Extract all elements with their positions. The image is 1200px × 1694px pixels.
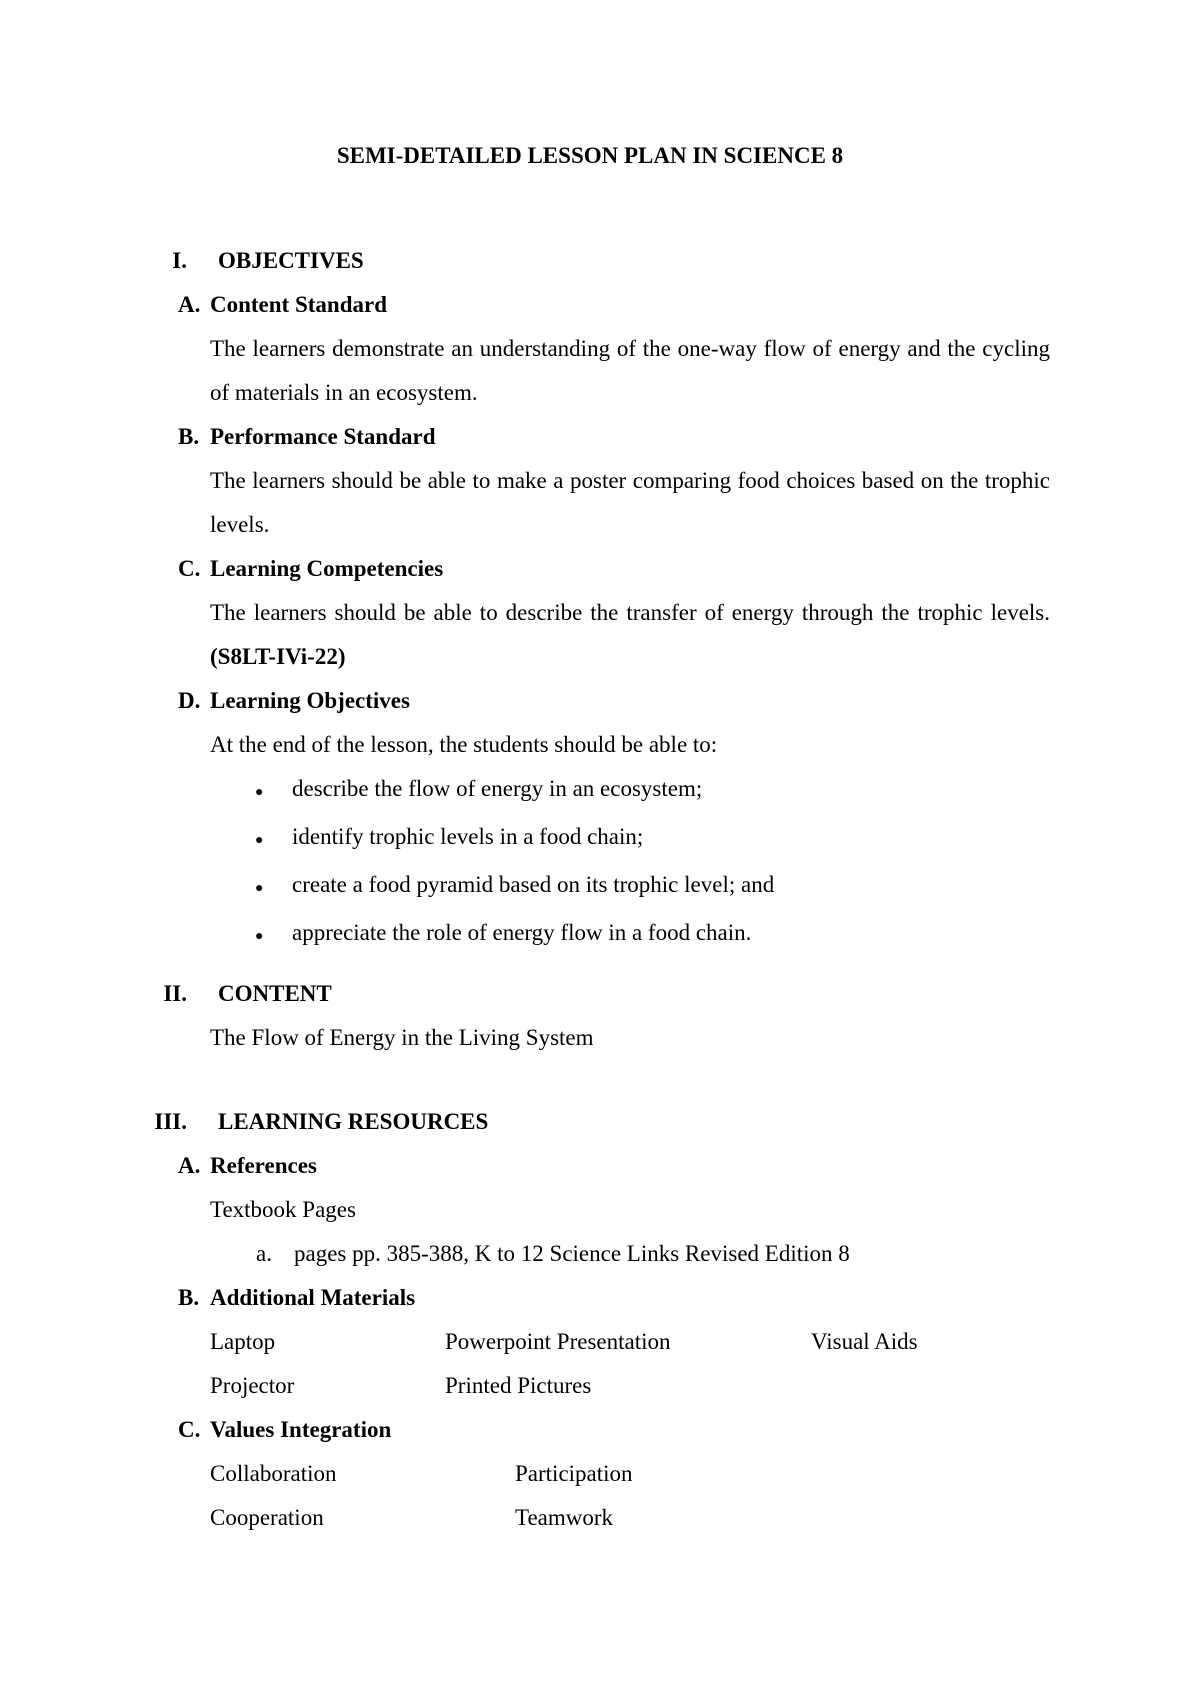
section-content-label: CONTENT [218, 981, 332, 1006]
references-letter: A. [178, 1153, 201, 1178]
learning-competencies-text: The learners should be able to describe the transfer of energy through the trophic levels. [210, 600, 1050, 625]
section-resources-numeral: III. [154, 1109, 187, 1134]
section-objectives-heading [130, 239, 1050, 283]
reference-item-a-marker: a. [256, 1241, 272, 1266]
page-title: SEMI-DETAILED LESSON PLAN IN SCIENCE 8 [336, 143, 844, 168]
value-teamwork: Teamwork [515, 1505, 614, 1530]
performance-standard-heading [178, 415, 1050, 459]
objective-bullet-3 [255, 863, 1050, 911]
values-row-2 [210, 1496, 1050, 1540]
section-content-numeral: II. [163, 981, 187, 1006]
performance-standard-label: Performance Standard [210, 424, 436, 449]
value-participation: Participation [515, 1461, 633, 1486]
values-integration-heading [178, 1408, 1050, 1452]
textbook-pages-label: Textbook Pages [210, 1197, 356, 1222]
reference-item-a [256, 1232, 1050, 1276]
learning-competencies-label: Learning Competencies [210, 556, 444, 581]
content-standard-label: Content Standard [210, 292, 388, 317]
bullet-icon: ● [255, 785, 264, 800]
material-printed-pictures: Printed Pictures [445, 1373, 592, 1398]
objective-bullet-1-text: describe the flow of energy in an ecosystem; [292, 776, 703, 801]
values-integration-label: Values Integration [210, 1417, 392, 1442]
material-visual-aids: Visual Aids [811, 1329, 918, 1354]
performance-standard-letter: B. [178, 424, 200, 449]
learning-objectives-label: Learning Objectives [210, 688, 410, 713]
references-label: References [210, 1153, 317, 1178]
materials-row-2 [210, 1364, 1050, 1408]
learning-objectives-intro: At the end of the lesson, the students should be able to: [210, 732, 718, 757]
learning-competencies-heading [178, 547, 1050, 591]
learning-competencies-body [210, 591, 1050, 679]
reference-item-a-text: pages pp. 385-388, K to 12 Science Links Revised Edition 8 [294, 1241, 850, 1266]
material-projector: Projector [210, 1373, 295, 1398]
bullet-icon: ● [255, 881, 264, 896]
section-resources-label: LEARNING RESOURCES [218, 1109, 489, 1134]
additional-materials-letter: B. [178, 1285, 200, 1310]
performance-standard-body: The learners should be able to make a poster comparing food choices based on the trophic levels. [210, 468, 1050, 537]
content-standard-letter: A. [178, 292, 201, 317]
material-powerpoint: Powerpoint Presentation [445, 1329, 671, 1354]
learning-objectives-heading [178, 679, 1050, 723]
objective-bullet-4-text: appreciate the role of energy flow in a food chain. [292, 920, 752, 945]
objective-bullet-2-text: identify trophic levels in a food chain; [292, 824, 644, 849]
section-content-heading [130, 972, 1050, 1016]
material-laptop: Laptop [210, 1329, 276, 1354]
section-objectives-numeral: I. [172, 248, 187, 273]
value-collaboration: Collaboration [210, 1461, 337, 1486]
learning-objectives-letter: D. [178, 688, 201, 713]
section-objectives-label: OBJECTIVES [218, 248, 364, 273]
bullet-icon: ● [255, 929, 264, 944]
content-standard-body: The learners demonstrate an understanding of the one-way flow of energy and the cycling of materials in an ecosystem. [210, 336, 1050, 405]
competency-code: (S8LT-IVi-22) [210, 644, 346, 669]
values-integration-letter: C. [178, 1417, 201, 1442]
additional-materials-label: Additional Materials [210, 1285, 416, 1310]
references-heading [178, 1144, 1050, 1188]
additional-materials-heading [178, 1276, 1050, 1320]
objective-bullet-3-text: create a food pyramid based on its trophic level; and [292, 872, 775, 897]
content-standard-heading [178, 283, 1050, 327]
materials-row-1 [210, 1320, 1050, 1364]
bullet-icon: ● [255, 833, 264, 848]
value-cooperation: Cooperation [210, 1505, 324, 1530]
section-resources-heading [130, 1100, 1050, 1144]
objective-bullet-4 [255, 911, 1050, 959]
objective-bullet-1 [255, 767, 1050, 815]
content-topic: The Flow of Energy in the Living System [210, 1025, 594, 1050]
values-row-1 [210, 1452, 1050, 1496]
objective-bullet-2 [255, 815, 1050, 863]
learning-competencies-letter: C. [178, 556, 201, 581]
